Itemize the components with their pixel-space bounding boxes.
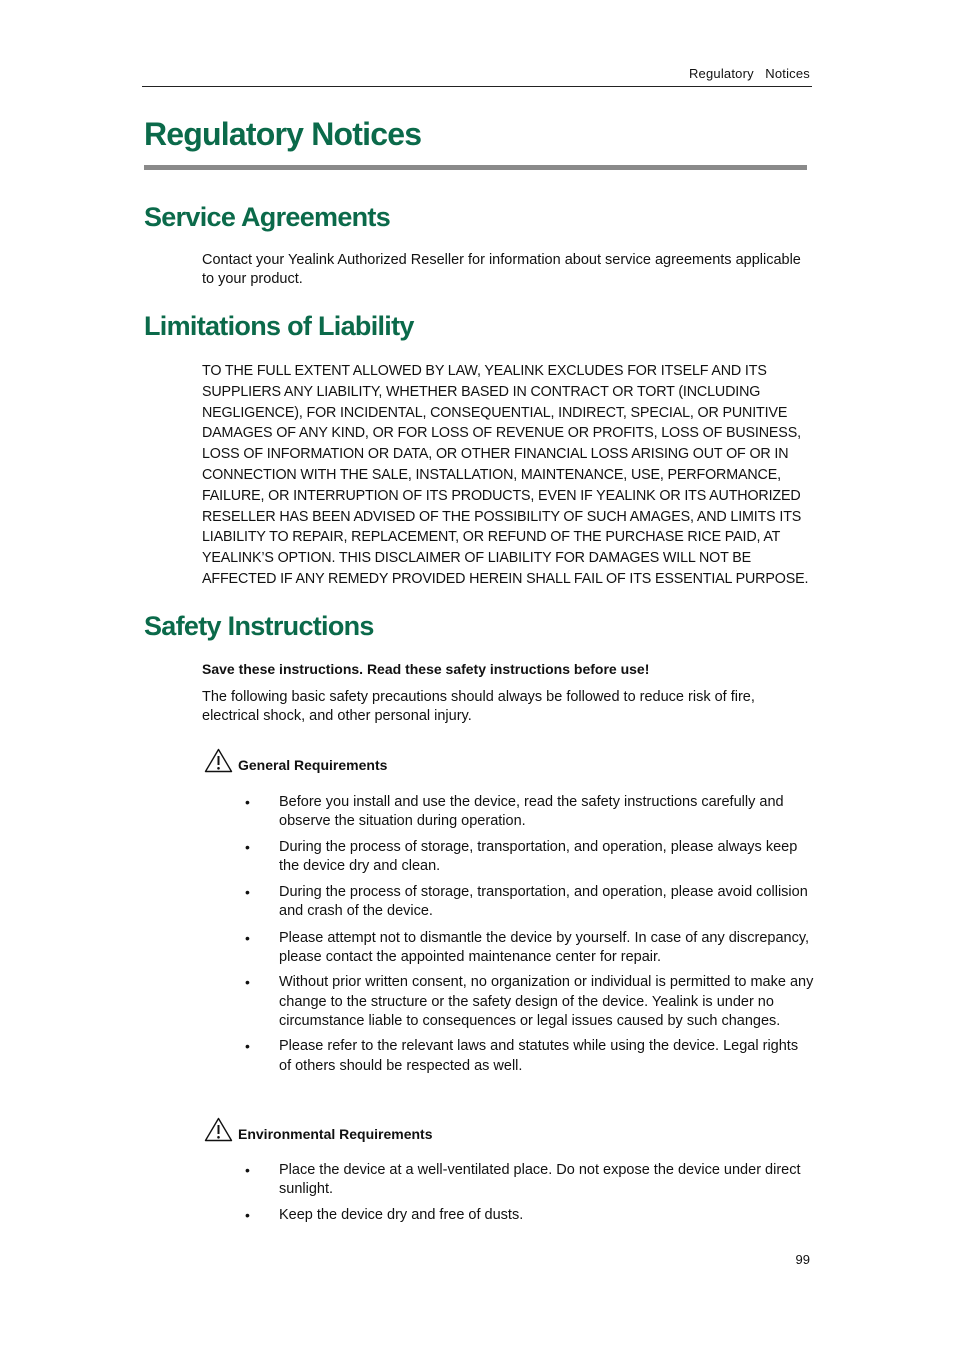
list-item-text: During the process of storage, transportation, and operation, please always keep the device dry and clean. bbox=[279, 838, 798, 874]
environmental-requirements-heading bbox=[204, 1116, 433, 1142]
list-item-text: Before you install and use the device, read the safety instructions carefully and observe the situation during operation. bbox=[279, 794, 784, 830]
limitations-heading: Limitations of Liability bbox=[144, 311, 414, 341]
warning-triangle-icon bbox=[204, 748, 233, 773]
list-item-text: Please attempt not to dismantle the device by yourself. In case of any discrepancy, please contact the appointed maintenance center for repair. bbox=[279, 929, 810, 966]
bullet-icon: • bbox=[245, 1162, 250, 1178]
limitations-body: TO THE FULL EXTENT ALLOWED BY LAW, YEALINK EXCLUDES FOR ITSELF AND ITS SUPPLIERS ANY LIABILITY, WHETHER BASED IN CONTRACT OR TORT (INCLUDING NEGLIGENCE), FOR INCIDENTAL, CONSEQUENTIAL, INDIRECT, SPECIAL, OR PUNITIVE DAMAGES OF ANY KIND, OR FOR LOSS OF REVENUE OR PROFITS, LOSS OF BUSINESS, LOSS OF INFORMATION OR DATA, OR OTHER FINANCIAL LOSS ARISING OUT OF OR IN CONNECTION WITH THE SALE, INSTALLATION, MAINTENANCE, USE, PERFORMANCE, FAILURE, OR INTERRUPTION OF ITS PRODUCTS, EVEN IF YEALINK OR ITS AUTHORIZED RESELLER HAS BEEN ADVISED OF THE POSSIBILITY OF SUCH AMAGES, AND LIMITS ITS LIABILITY TO REPAIR, REPLACEMENT, OR REFUND OF THE PURCHASE RICE PAID, AT YEALINK’S OPTION. THIS DISCLAIMER OF LIABILITY FOR DAMAGES WILL NOT BE AFFECTED IF ANY REMEDY PROVIDED HEREIN SHALL FAIL OF ITS ESSENTIAL PURPOSE. bbox=[202, 363, 809, 587]
list-item bbox=[244, 838, 814, 877]
general-requirements-title: General Requirements bbox=[238, 757, 388, 773]
chapter-title: Regulatory Notices bbox=[144, 116, 422, 152]
safety-intro: The following basic safety precautions should always be followed to reduce risk of fire, electrical shock, and other personal injury. bbox=[202, 689, 755, 724]
safety-bold-note: Save these instructions. Read these safety instructions before use! bbox=[202, 661, 650, 677]
chapter-divider bbox=[144, 165, 807, 170]
list-item-text: During the process of storage, transportation, and operation, please avoid collision and crash of the device. bbox=[279, 884, 808, 920]
general-requirements-list bbox=[244, 793, 814, 1076]
list-item bbox=[244, 1161, 814, 1200]
bullet-icon: • bbox=[245, 1206, 250, 1223]
page-number: 99 bbox=[795, 1252, 810, 1267]
list-item-text: Please refer to the relevant laws and statutes while using the device. Legal rights of others should be respected as well. bbox=[279, 1038, 799, 1074]
list-item bbox=[244, 929, 814, 968]
service-agreements-heading: Service Agreements bbox=[144, 202, 391, 232]
list-item bbox=[244, 883, 814, 922]
bullet-icon: • bbox=[245, 929, 250, 946]
list-item-text: Without prior written consent, no organization or individual is permitted to make any change to the structure or the safety design of the device. Yealink is under no circumstance liable to consequences or legal issues caused by such changes. bbox=[279, 974, 814, 1029]
running-header-title: Regulatory Notices bbox=[688, 66, 810, 81]
list-item bbox=[244, 1037, 814, 1076]
bullet-icon: • bbox=[245, 1038, 250, 1055]
environmental-requirements-title: Environmental Requirements bbox=[238, 1126, 433, 1142]
running-header bbox=[142, 66, 812, 87]
list-item bbox=[244, 973, 814, 1031]
bullet-icon: • bbox=[245, 794, 250, 810]
warning-triangle-icon bbox=[204, 1117, 233, 1142]
general-requirements-heading bbox=[204, 747, 387, 773]
list-item-text: Place the device at a well-ventilated place. Do not expose the device under direct sunlight. bbox=[279, 1162, 801, 1198]
bullet-icon: • bbox=[245, 884, 250, 901]
bullet-icon: • bbox=[245, 838, 250, 855]
safety-heading: Safety Instructions bbox=[144, 611, 374, 641]
list-item bbox=[244, 793, 814, 832]
environmental-requirements-list bbox=[244, 1161, 814, 1225]
service-agreements-body: Contact your Yealink Authorized Reseller for information about service agreements applicable to your product. bbox=[202, 252, 801, 287]
list-item-text: Keep the device dry and free of dusts. bbox=[279, 1206, 524, 1223]
bullet-icon: • bbox=[245, 974, 250, 991]
list-item bbox=[244, 1206, 814, 1225]
